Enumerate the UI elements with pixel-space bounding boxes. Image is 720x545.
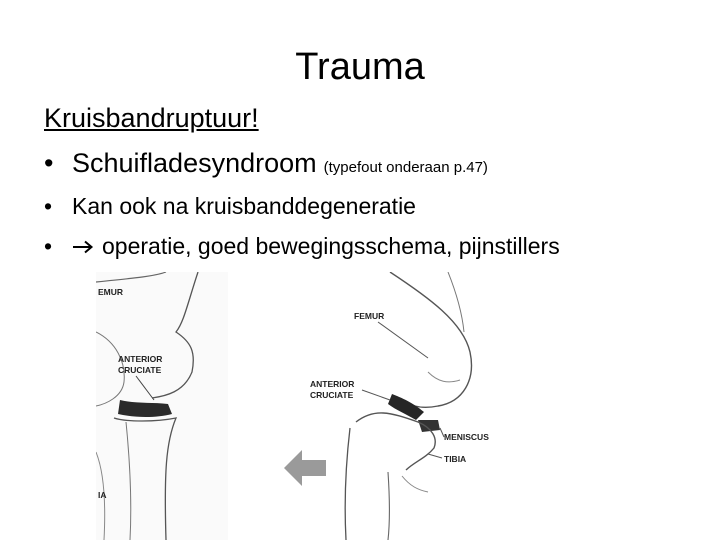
bullet-note: (typefout onderaan p.47) — [323, 159, 488, 176]
anterior-label: ANTERIOR — [310, 379, 355, 389]
bullet-dot: • — [44, 148, 54, 178]
tibia-label: TIBIA — [444, 454, 467, 464]
slide-subtitle: Kruisbandruptuur! — [44, 103, 259, 133]
tibia-label: IA — [98, 490, 107, 500]
bullet-item — [44, 146, 488, 185]
bullet-item — [44, 191, 416, 221]
bullet-text: Schuifladesyndroom — [72, 148, 317, 178]
bullet-item — [44, 231, 560, 261]
anterior-label: ANTERIOR — [118, 354, 163, 364]
knee-illustration-left — [96, 272, 228, 540]
knee-illustration-right — [278, 272, 510, 540]
slide-title: Trauma — [295, 46, 425, 88]
femur-label: EMUR — [98, 287, 124, 297]
right-arrow-icon — [72, 231, 94, 261]
cruciate-label: CRUCIATE — [310, 390, 354, 400]
bullet-text: operatie, goed bewegingsschema, pijnstillers — [102, 233, 560, 259]
meniscus-label: MENISCUS — [444, 432, 489, 442]
bullet-dot: • — [44, 233, 53, 259]
cruciate-label: CRUCIATE — [118, 365, 162, 375]
motion-arrow-icon — [284, 450, 326, 486]
femur-label: FEMUR — [354, 311, 385, 321]
bullet-text: Kan ook na kruisbanddegeneratie — [72, 193, 416, 219]
bullet-dot: • — [44, 193, 53, 219]
